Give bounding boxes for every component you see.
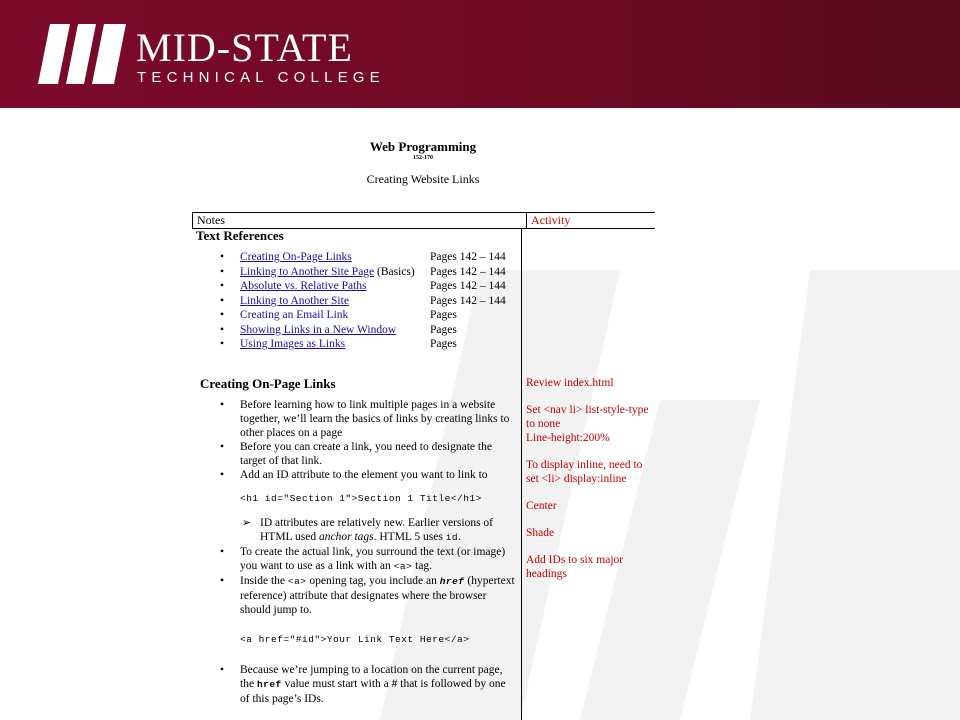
activity-column — [526, 376, 656, 594]
list-item: • Creating an Email Link Pages — [220, 309, 457, 321]
list-item: • Because we’re jumping to a location on the current page, the href value must start with a # that is followed by one of this page’s IDs. — [220, 664, 506, 705]
column-divider — [521, 228, 522, 720]
list-item: • Add an ID attribute to the element you want to link to — [220, 469, 488, 481]
ref-pages: Pages 142 – 144 — [430, 251, 506, 263]
ref-pages: Pages 142 – 144 — [430, 280, 506, 292]
sub-text-italic: anchor tags — [318, 531, 374, 543]
text-references-heading: Text References — [196, 228, 284, 243]
sub-text: ID attributes are relatively new. Earlier versions of HTML used — [260, 517, 493, 543]
list-item: • Linking to Another Site Pages 142 – 144 — [220, 294, 506, 307]
bullet-text: value must start with a # that is followed by one of this page’s IDs. — [240, 678, 506, 705]
ref-text: Creating an Email Link — [240, 309, 349, 321]
bullet-text: Inside the — [240, 575, 288, 587]
code-example: <a href="#id">Your Link Text Here</a> — [240, 634, 470, 645]
inline-code: <a> — [287, 576, 307, 587]
list-item: • Using Images as Links Pages — [220, 338, 457, 350]
logo-subtitle: TECHNICAL COLLEGE — [137, 69, 385, 86]
list-item: • Creating On-Page Links Pages 142 – 144 — [220, 251, 506, 263]
activity-item: Review index.html — [526, 377, 614, 389]
bullet-text: (hypertext reference) attribute that designates where the browser should jump to. — [240, 575, 515, 616]
ref-suffix: (Basics) — [374, 265, 415, 278]
bullet-text: opening tag, you include an — [306, 575, 440, 587]
list-item: • Linking to Another Site Page (Basics) Pages 142 – 144 — [220, 265, 506, 278]
bullet-text: To create the actual link, you surround the text (or image) you want to use as a link with an — [240, 546, 506, 572]
notes-body — [216, 398, 516, 706]
ref-link[interactable]: Linking to Another Site Page — [240, 265, 375, 278]
activity-item: To display inline, need to set <li> display:inline — [526, 459, 643, 485]
ref-pages: Pages — [430, 309, 457, 321]
ref-link[interactable]: Absolute vs. Relative Paths — [240, 280, 367, 292]
list-item: • Inside the <a> opening tag, you include an href (hypertext reference) attribute that designates where the browser should jump to. — [220, 575, 515, 616]
ref-pages: Pages — [430, 338, 457, 350]
document-header — [192, 140, 654, 186]
document-title: Web Programming — [369, 139, 477, 154]
activity-item: Shade — [526, 527, 555, 539]
inline-code: href — [439, 576, 465, 587]
list-item: • Showing Links in a New Window Pages — [220, 323, 457, 336]
list-item: • Before you can create a link, you need to designate the target of that link. — [220, 441, 492, 467]
logo-mark-icon — [36, 24, 128, 84]
ref-link[interactable]: Using Images as Links — [240, 338, 346, 350]
sub-text: . — [458, 531, 461, 543]
logo-title: MID-STATE — [136, 25, 353, 70]
sub-list-item — [216, 516, 516, 545]
arrow-bullet-icon: ➢ — [242, 517, 252, 529]
ref-link[interactable]: Creating On-Page Links — [240, 251, 352, 263]
list-item: • Absolute vs. Relative Paths Pages 142 – 144 — [220, 280, 506, 292]
course-code: 152-170 — [413, 155, 433, 161]
document-subtitle: Creating Website Links — [366, 172, 480, 186]
inline-code: id — [445, 532, 459, 543]
inline-code: href — [256, 679, 282, 690]
bullet-text: Add an ID attribute to the element you want to link to — [240, 469, 488, 481]
header-banner — [0, 0, 960, 108]
text-references-list — [216, 250, 506, 352]
ref-pages: Pages 142 – 144 — [430, 265, 506, 278]
code-example: <h1 id="Section 1">Section 1 Title</h1> — [240, 493, 482, 504]
bullet-text: Because we’re jumping to a location on the current page, the — [240, 664, 503, 690]
on-page-links-heading: Creating On-Page Links — [200, 376, 336, 391]
list-item: • Before learning how to link multiple pages in a website together, we’ll learn the basics of links by creating links to other places on a page — [220, 399, 510, 439]
sub-text: . HTML 5 uses — [373, 531, 446, 543]
ref-pages: Pages 142 – 144 — [430, 294, 506, 307]
list-item: • To create the actual link, you surround the text (or image) you want to use as a link with an <a> tag. — [220, 546, 506, 572]
bullet-text: Before you can create a link, you need to designate the target of that link. — [240, 441, 492, 467]
ref-link[interactable]: Linking to Another Site — [240, 294, 349, 307]
inline-code: <a> — [393, 561, 413, 572]
ref-link[interactable]: Showing Links in a New Window — [240, 323, 397, 336]
notes-column-header: Notes — [197, 213, 225, 227]
activity-item: Center — [526, 500, 557, 512]
bullet-text: Before learning how to link multiple pages in a website together, we’ll learn the basics of links by creating links to other places on a page — [240, 399, 510, 439]
activity-item: Add IDs to six major headings — [526, 554, 624, 580]
bullet-text: tag. — [412, 560, 433, 572]
notes-activity-header-row — [192, 212, 655, 229]
ref-pages: Pages — [430, 323, 457, 336]
activity-column-header: Activity — [526, 213, 570, 228]
activity-item: Set <nav li> list-style-type to none Line-height:200% — [526, 404, 649, 444]
